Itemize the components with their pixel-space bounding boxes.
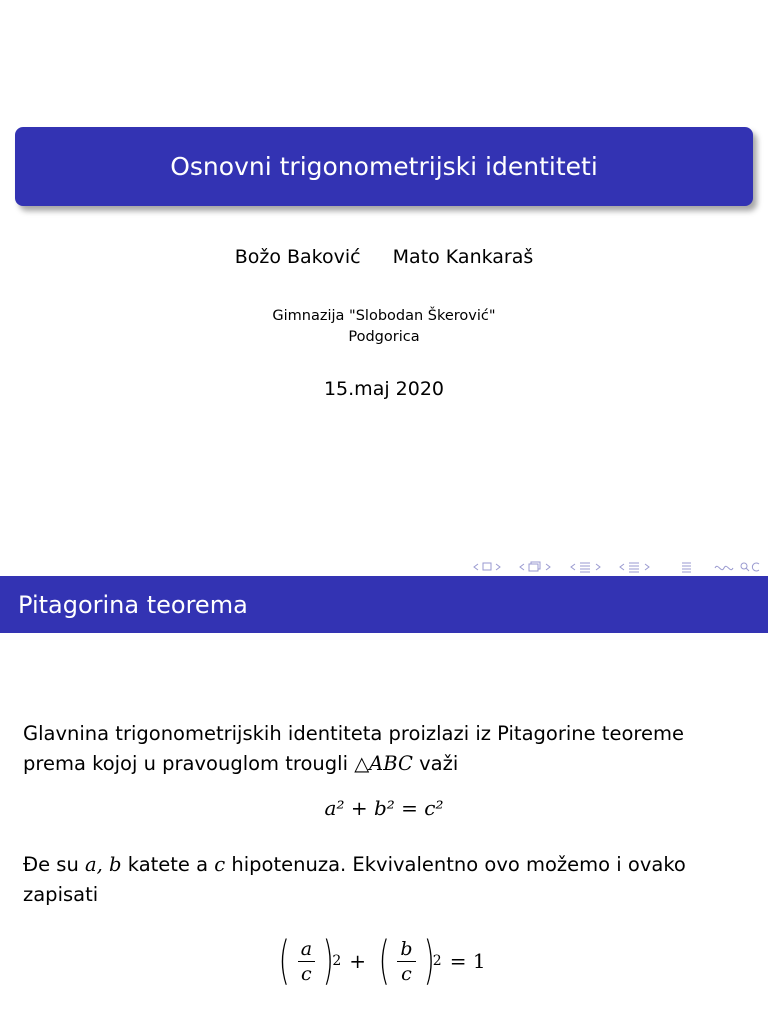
pythagorean-equation [0,796,768,820]
paragraph-explanation [23,850,745,910]
presentation-date: 15.maj 2020 [323,378,445,400]
frame-title: Pitagorina teorema [18,590,248,619]
author-2: Mato Kankaraš [392,246,534,268]
equation-1: a² + b² = c² [324,796,444,820]
authors [0,246,768,268]
nav-frame-icon[interactable] [474,563,500,570]
exponent-1: 2 [332,953,342,969]
explanation-start: Đe su [23,853,86,876]
normalized-equation: ( $\frac{a}{c}$ ) 2 + ( $\frac{b}{c}$ ) 2 = 1 [278,931,486,991]
institute-city: Podgorica [348,329,420,345]
fraction-a-over-c: $\frac{a}{c}$ [298,937,315,986]
nav-section-icon[interactable] [571,563,600,572]
fraction-b-over-c: $\frac{b}{c}$ [397,937,415,986]
title-box [15,127,753,206]
intro-end: važi [412,752,459,775]
triangle-symbol: △ABC [354,752,413,775]
intro-text: Glavnina trigonometrijskih identiteta proizlazi iz Pitagorine teoreme prema kojoj u pravouglom trougli [23,722,684,775]
beamer-navigation-bar [472,560,762,574]
institute-name: Gimnazija "Slobodan Škerović" [272,308,496,324]
exponent-2: 2 [432,953,442,969]
plus-sign: + [349,949,367,973]
frame-title-bar [0,576,768,633]
nav-appendix-icon[interactable] [620,563,649,572]
slide-pythagoras [0,576,768,1024]
nav-slide-icon[interactable] [682,563,691,572]
navigation-symbols [472,560,762,574]
author-1: Božo Baković [234,246,361,268]
explanation-end: hipotenuza. Ekvivalentno ovo možemo i ovako zapisati [23,853,686,906]
explanation-mid: katete a [121,853,215,876]
hypotenuse-symbol: c [214,853,226,876]
paragraph-intro [23,719,745,779]
institute [0,306,768,348]
legs-symbols: a, b [85,853,122,876]
nav-search-icon[interactable] [715,563,759,571]
presentation-title: Osnovni trigonometrijski identiteti [170,152,598,181]
nav-subsection-icon[interactable] [520,562,550,571]
equals-one: = 1 [449,949,486,973]
